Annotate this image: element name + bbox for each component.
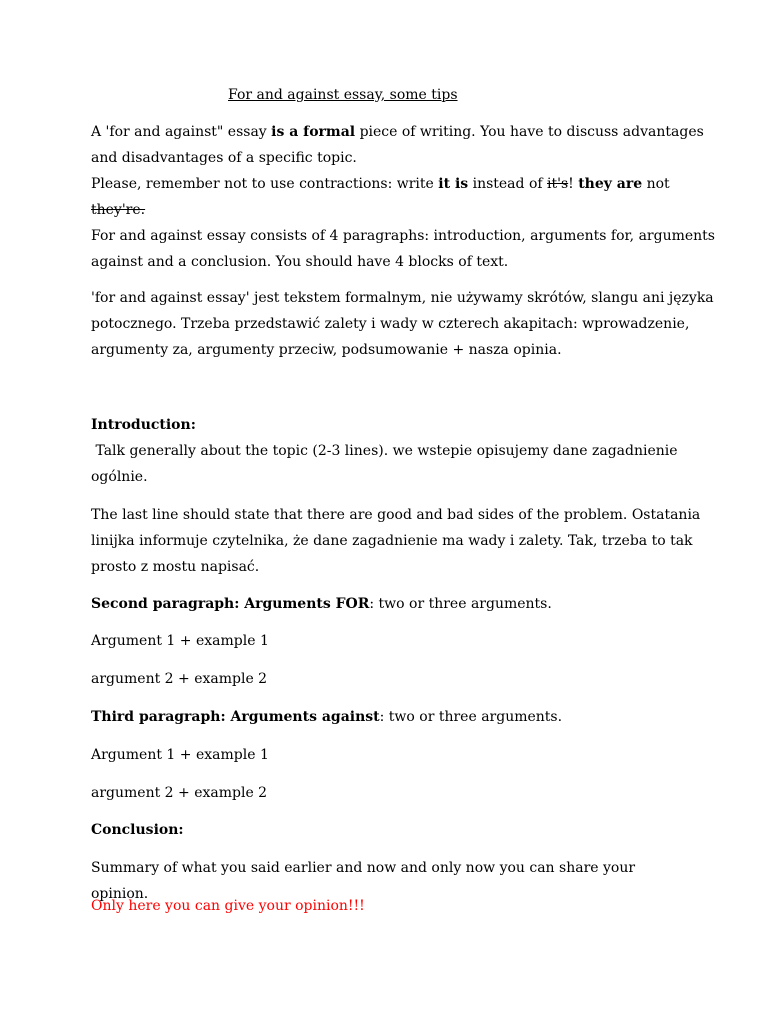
document-title: For and against essay, some tips <box>228 87 458 103</box>
conclusion-note: Only here you can give your opinion!!! <box>91 898 365 914</box>
bold-text: it is <box>438 176 469 192</box>
text: not <box>642 176 670 192</box>
polish-line-2: potocznego. Trzeba przedstawić zalety i wady w czterech akapitach: wprowadzenie, <box>91 316 690 332</box>
text: piece of writing. You have to discuss advantages <box>355 124 704 140</box>
struck-text: it's <box>547 176 569 192</box>
second-heading: Second paragraph: Arguments FOR <box>91 596 370 612</box>
second-heading-row <box>91 591 691 617</box>
introduction-section <box>91 412 691 490</box>
text: instead of <box>468 176 547 192</box>
last-line-paragraph <box>91 502 701 580</box>
second-paragraph-heading-line <box>91 591 691 617</box>
polish-line-3: argumenty za, argumenty przeciw, podsumowanie + nasza opinia. <box>91 342 562 358</box>
second-arg-1: Argument 1 + example 1 <box>91 633 269 649</box>
third-arg-2: argument 2 + example 2 <box>91 785 268 801</box>
third-heading-row <box>91 704 691 730</box>
intro-line-5: For and against essay consists of 4 paragraphs: introduction, arguments for, arguments <box>91 228 715 244</box>
intro-line-1 <box>91 119 704 145</box>
conclusion-heading: Conclusion: <box>91 822 184 838</box>
bold-text: they are <box>578 176 643 192</box>
intro-paragraph <box>91 119 715 275</box>
text: ! <box>568 176 579 192</box>
last-line-line-3: prosto z mostu napisać. <box>91 559 260 575</box>
text: Please, remember not to use contractions: write <box>91 176 439 192</box>
second-arg-2: argument 2 + example 2 <box>91 671 268 687</box>
last-line-line-1: The last line should state that there are good and bad sides of the problem. Ostatania <box>91 507 701 523</box>
polish-line-1: 'for and against essay' jest tekstem formalnym, nie używamy skrótów, slangu ani języka <box>91 290 714 306</box>
third-heading-rest: : two or three arguments. <box>379 709 563 725</box>
third-paragraph-heading-line <box>91 704 691 730</box>
bold-text: is a formal <box>271 124 356 140</box>
introduction-line-2: ogólnie. <box>91 469 148 485</box>
third-heading: Third paragraph: Arguments against <box>91 709 380 725</box>
polish-paragraph <box>91 285 714 363</box>
second-heading-rest: : two or three arguments. <box>369 596 552 612</box>
introduction-line-1: Talk generally about the topic (2-3 lines). we wstepie opisujemy dane zagadnienie <box>91 443 678 459</box>
text: A 'for and against" essay <box>91 124 272 140</box>
introduction-heading: Introduction: <box>91 417 196 433</box>
intro-line-6: against and a conclusion. You should have 4 blocks of text. <box>91 254 509 270</box>
intro-line-3 <box>91 171 691 197</box>
conclusion-summary: Summary of what you said earlier and now and only now you can share your opinion. <box>91 860 636 902</box>
intro-line-4: they're. <box>91 202 146 218</box>
intro-line-2: and disadvantages of a specific topic. <box>91 150 357 166</box>
third-arg-1: Argument 1 + example 1 <box>91 747 269 763</box>
last-line-line-2: linijka informuje czytelnika, że dane zagadnienie ma wady i zalety. Tak, trzeba to tak <box>91 533 693 549</box>
